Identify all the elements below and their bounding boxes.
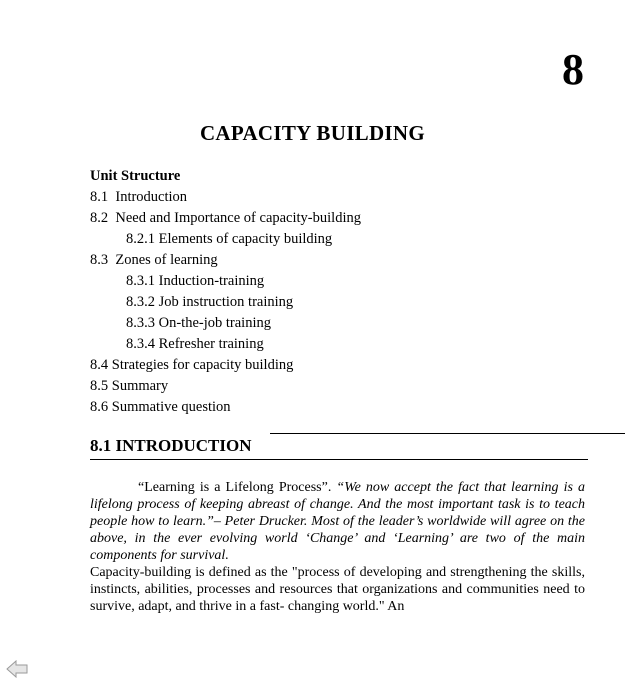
- section-rule-top: [270, 433, 625, 434]
- toc-item-8-3[interactable]: [90, 250, 590, 271]
- toc-item-8-3-4[interactable]: [90, 334, 590, 355]
- toc-number: 8.3: [90, 252, 109, 268]
- toc-label: Induction-training: [158, 273, 265, 289]
- body-paragraph: Capacity-building is defined as the "process of developing and strengthening the skills, instincts, abilities, processes and resources that organizations and communities need to survive, adapt, and thrive in a fast- changing world." An: [90, 565, 585, 614]
- toc-item-8-3-3[interactable]: [90, 313, 590, 334]
- toc-label: Need and Importance of capacity-building: [115, 210, 361, 226]
- toc-number: 8.3.2: [126, 294, 155, 310]
- toc-number: 8.6: [90, 399, 109, 415]
- chapter-number: 8: [562, 45, 584, 94]
- toc-number: 8.5: [90, 378, 109, 394]
- section-heading: 8.1 INTRODUCTION: [90, 436, 252, 455]
- toc-item-8-4[interactable]: [90, 355, 590, 376]
- toc-number: 8.4: [90, 357, 109, 373]
- toc-label: Introduction: [115, 189, 188, 205]
- toc-item-8-6[interactable]: [90, 397, 590, 418]
- toc-item-8-1[interactable]: [90, 187, 590, 208]
- toc-label: Job instruction training: [158, 294, 294, 310]
- unit-structure-heading: Unit Structure: [90, 168, 181, 184]
- toc-item-8-2[interactable]: [90, 208, 590, 229]
- toc-item-8-3-1[interactable]: [90, 271, 590, 292]
- toc-number: 8.3.3: [126, 315, 155, 331]
- toc-number: 8.3.1: [126, 273, 155, 289]
- toc-number: 8.3.4: [126, 336, 155, 352]
- toc-label: Zones of learning: [115, 252, 218, 268]
- section-rule-bottom: [90, 459, 588, 460]
- toc-item-8-2-1[interactable]: [90, 229, 590, 250]
- toc-label: Refresher training: [158, 336, 264, 352]
- quote-plain: “Learning is a Lifelong Process”.: [138, 480, 337, 495]
- toc-label: Summative question: [111, 399, 231, 415]
- toc-label: Summary: [111, 378, 169, 394]
- toc-number: 8.1: [90, 189, 109, 205]
- toc-label: Strategies for capacity building: [111, 357, 294, 373]
- toc-label: On-the-job training: [158, 315, 271, 331]
- unit-structure: [90, 166, 590, 418]
- toc-item-8-5[interactable]: [90, 376, 590, 397]
- section-body: [90, 479, 585, 615]
- toc-label: Elements of capacity building: [158, 231, 333, 247]
- chapter-title: CAPACITY BUILDING: [199, 121, 426, 145]
- quote-paragraph: [90, 479, 585, 564]
- toc-number: 8.2: [90, 210, 109, 226]
- quote-italic: “We now accept the fact that learning is a lifelong process of keeping abreast of change. And the most important task is to teach people how to learn.”– Peter Drucker. Most of the leader’s worldwide will agree on the above, in the ever evolving world ‘Change’ and ‘Learning’ are two of the main components for survival.: [90, 480, 585, 563]
- left-arrow-icon[interactable]: [6, 660, 28, 678]
- toc-item-8-3-2[interactable]: [90, 292, 590, 313]
- toc-number: 8.2.1: [126, 231, 155, 247]
